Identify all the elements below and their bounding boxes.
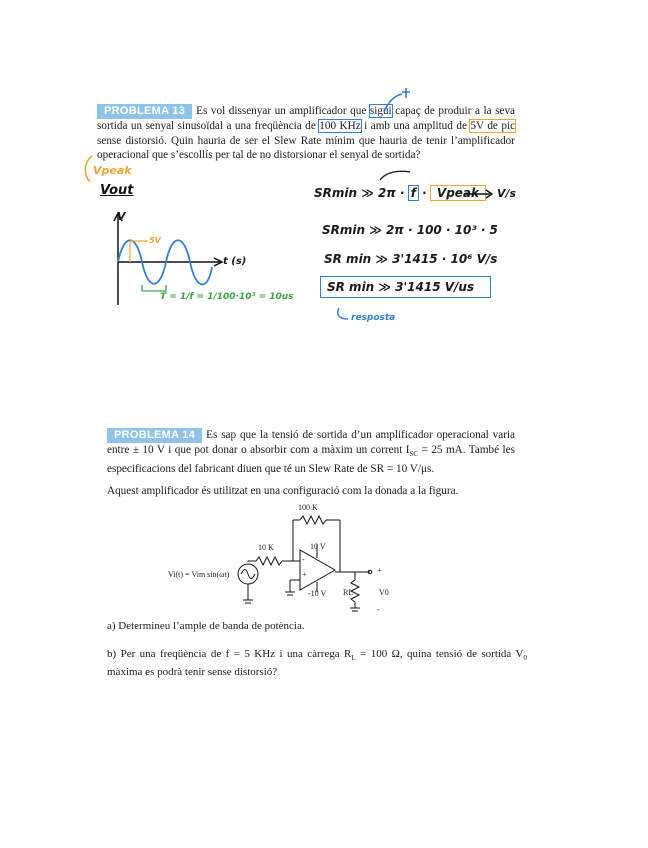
qb-sub-l: L	[351, 654, 356, 663]
p13-text-a: Es vol dissenyar un amplificador que	[196, 105, 367, 117]
v-axis-label: V	[117, 210, 126, 223]
amplitude-label: 5V	[149, 236, 161, 245]
qb-text: b) Per una freqüència de f = 5 KHz i una càrrega R	[107, 648, 352, 660]
equation-2: SRmin ≫ 2π · 100 · 10³ · 5	[322, 223, 498, 237]
resposta-label: resposta	[351, 313, 396, 323]
rin-label: 10 K	[258, 543, 274, 552]
vout-label: Vout	[100, 183, 134, 198]
p13-highlight-sigui: sigui	[369, 105, 392, 117]
problem13-badge: PROBLEMA 13	[97, 104, 192, 119]
eq1-f-box: f	[410, 186, 416, 200]
rf-resistor	[300, 516, 326, 524]
eq1-arrow-icon	[462, 187, 496, 201]
period-label: T = 1/f = 1/100·10³ = 10us	[160, 292, 294, 302]
vo-label: V0	[379, 588, 389, 597]
p14-intro: Es sap que la tensió de sortida d’un amplificador operacional varia entre ± 10 V i que pot donar o absorbir com a màxim un corrent I	[107, 429, 515, 456]
vpeak-bracket-icon	[80, 154, 94, 184]
p13-text-b: capaç de produir a la seva sortida un senyal sinusoïdal a una freqüència de	[97, 105, 516, 132]
eq1-lhs: SRmin ≫ 2π ·	[314, 186, 405, 200]
out-minus-label: -	[377, 605, 380, 614]
eq1-vpeak-box: Vpeak	[431, 186, 485, 200]
rf-label: 100 K	[298, 503, 318, 512]
inverting-amplifier-circuit	[160, 500, 420, 618]
equation-3: SR min ≫ 3'1415 · 10⁶ V/s	[324, 252, 498, 266]
t-axis-label: t (s)	[223, 256, 247, 267]
problem14-statement	[107, 428, 515, 476]
problem14-badge: PROBLEMA 14	[107, 428, 202, 443]
eq1-units: V/s	[497, 187, 517, 200]
eq1-dot: ·	[422, 186, 427, 200]
resposta-hook-icon	[334, 306, 352, 322]
p13-highlight-frequency: 100 KHz	[319, 120, 361, 132]
rl-label: RL	[343, 588, 354, 597]
qb-end: màxima es podrà tenir sense distorsió?	[107, 666, 278, 679]
p13-text-c: i amb una amplitud de	[364, 120, 467, 132]
rin-resistor	[256, 557, 282, 565]
equation-1	[314, 186, 485, 200]
equation-4-answer: SR min ≫ 3'1415 V/us	[320, 276, 491, 298]
p13-text-d: sense distorsió. Quin hauria de ser el Slew Rate mínim que hauria de tenir l’amplificador operacional que s’escollís per tal de no distorsionar el senyal de sortida?	[97, 134, 515, 162]
source-label: Vi(t) = Vim sin(ωt)	[168, 570, 230, 579]
inv-input-label: -	[302, 555, 305, 564]
problem13-statement	[97, 104, 515, 163]
question-a: a) Determineu l’ample de banda de potència.	[107, 620, 305, 632]
out-plus-label: +	[377, 566, 382, 575]
vpeak-annotation: Vpeak	[93, 164, 132, 177]
question-b	[107, 647, 527, 679]
vminus-label: -10 V	[308, 589, 327, 598]
p14-isc-sub: SC	[409, 450, 419, 459]
noninv-input-label: +	[302, 570, 307, 579]
p14-config-text: Aquest amplificador és utilitzat en una configuració com la donada a la figura.	[107, 485, 459, 497]
p14-intro-b: = 25 mA. També les especificacions del fabricant diuen que té un Slew Rate de SR = 10 V/μs.	[107, 444, 515, 475]
qb-sub-0: 0	[523, 654, 527, 663]
vplus-label: 10 V	[310, 542, 326, 551]
f-annotation-mark	[380, 86, 420, 114]
eq1-overline-icon	[376, 168, 416, 182]
qb-rest: = 100 Ω, quina tensió de sortida V	[355, 648, 524, 660]
p13-highlight-amplitude: 5V de pic	[470, 120, 516, 132]
